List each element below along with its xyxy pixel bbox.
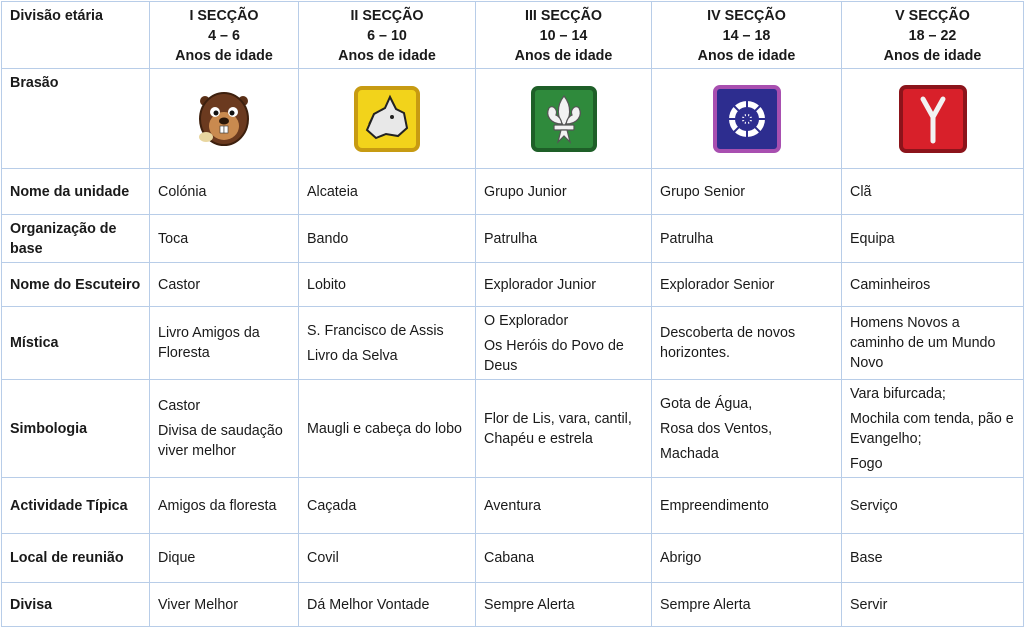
table-cell: Abrigo [652,534,842,583]
badge-cell [652,69,842,169]
row-label: Mística [2,307,150,380]
table-cell: Sempre Alerta [476,583,652,627]
section-unit: Anos de idade [338,48,436,64]
section-header [476,2,652,69]
section-unit: Anos de idade [697,48,796,64]
section-title: IV SECÇÃO [707,8,786,24]
row-label: Nome da unidade [2,169,150,215]
table-cell: Clã [842,169,1024,215]
section-range: 18 – 22 [908,28,957,44]
cell-text: Livro da Selva [307,347,398,364]
table-cell: Alcateia [299,169,476,215]
row-meeting [2,534,1024,583]
row-label: Local de reunião [2,534,150,583]
table-cell: Toca [150,215,299,263]
cell-text: S. Francisco de Assis [307,322,444,339]
fleur-de-lis-icon [529,84,599,154]
row-label: Nome do Escuteiro [2,263,150,307]
section-unit: Anos de idade [883,48,982,64]
section-title: II SECÇÃO [350,8,424,24]
section-title: III SECÇÃO [524,8,603,24]
section-header [150,2,299,69]
row-label: Divisa [2,583,150,627]
section-header [299,2,476,69]
row-mystic [2,307,1024,380]
section-title: I SECÇÃO [189,8,259,24]
header-row [2,2,1024,69]
table-cell: Patrulha [652,215,842,263]
table-cell: Patrulha [476,215,652,263]
table-cell: Grupo Senior [652,169,842,215]
table-cell [150,380,299,478]
row-label: Simbologia [2,380,150,478]
table-cell: Equipa [842,215,1024,263]
cell-text: Machada [660,445,719,462]
badge-cell [150,69,299,169]
table-cell: Amigos da floresta [150,478,299,534]
table-cell: Caminheiros [842,263,1024,307]
table-cell: Explorador Junior [476,263,652,307]
table-cell: Dique [150,534,299,583]
table-cell: Cabana [476,534,652,583]
wolf-head-icon [352,84,422,154]
cell-text: Rosa dos Ventos, [660,420,773,437]
table-cell: Empreendimento [652,478,842,534]
section-range: 6 – 10 [367,28,407,44]
cell-text: Fogo [850,455,883,472]
cell-text: Livro Amigos da Floresta [158,325,260,361]
section-range: 10 – 14 [539,28,588,44]
row-activity [2,478,1024,534]
table-cell: Aventura [476,478,652,534]
cell-text: O Explorador [484,312,569,329]
row-symbols [2,380,1024,478]
table-cell: Servir [842,583,1024,627]
section-range: 14 – 18 [722,28,771,44]
table-cell: Grupo Junior [476,169,652,215]
forked-staff-icon [897,83,969,155]
section-header [652,2,842,69]
table-cell [476,380,652,478]
section-title: V SECÇÃO [895,8,970,24]
badge-cell [476,69,652,169]
row-label: Actividade Típica [2,478,150,534]
table-cell: Dá Melhor Vontade [299,583,476,627]
badge-row [2,69,1024,169]
cell-text: Os Heróis do Povo de Deus [484,337,624,374]
table-cell [299,307,476,380]
scout-sections-table [1,1,1024,627]
beaver-icon [193,88,255,150]
row-label: Organização de base [2,215,150,263]
cell-text: Vara bifurcada; [850,385,946,402]
table-cell: Serviço [842,478,1024,534]
cell-text: Maugli e cabeça do lobo [307,420,462,437]
table-cell: Lobito [299,263,476,307]
table-cell [299,380,476,478]
table-cell [652,380,842,478]
cell-text: Descoberta de novos horizontes. [660,325,796,361]
table-cell [476,307,652,380]
table-cell: Explorador Senior [652,263,842,307]
section-range: 4 – 6 [208,28,240,44]
badge-row-label: Brasão [2,69,150,169]
cell-text: Castor [158,398,201,414]
row-scout-name [2,263,1024,307]
section-unit: Anos de idade [514,48,613,64]
compass-rose-icon [711,83,783,155]
table-cell: Castor [150,263,299,307]
cell-text: Gota de Água, [660,395,753,412]
table-cell: Base [842,534,1024,583]
table-cell: Covil [299,534,476,583]
section-header [842,2,1024,69]
row-base-org [2,215,1024,263]
table-cell: Caçada [299,478,476,534]
table-cell: Sempre Alerta [652,583,842,627]
table-cell: Bando [299,215,476,263]
badge-cell [842,69,1024,169]
cell-text: Mochila com tenda, pão e Evangelho; [850,410,1014,447]
table-cell [842,380,1024,478]
row-motto [2,583,1024,627]
cell-text: Homens Novos a caminho de um Mundo Novo [850,315,996,371]
cell-text: Divisa de saudação viver melhor [158,423,283,459]
age-division-label: Divisão etária [2,2,150,69]
table-cell: Viver Melhor [150,583,299,627]
row-unit-name [2,169,1024,215]
table-cell [652,307,842,380]
cell-text: Flor de Lis, vara, cantil, Chapéu e estrela [484,410,632,447]
table-cell: Colónia [150,169,299,215]
table-cell [150,307,299,380]
badge-cell [299,69,476,169]
section-unit: Anos de idade [175,48,273,64]
table-cell [842,307,1024,380]
